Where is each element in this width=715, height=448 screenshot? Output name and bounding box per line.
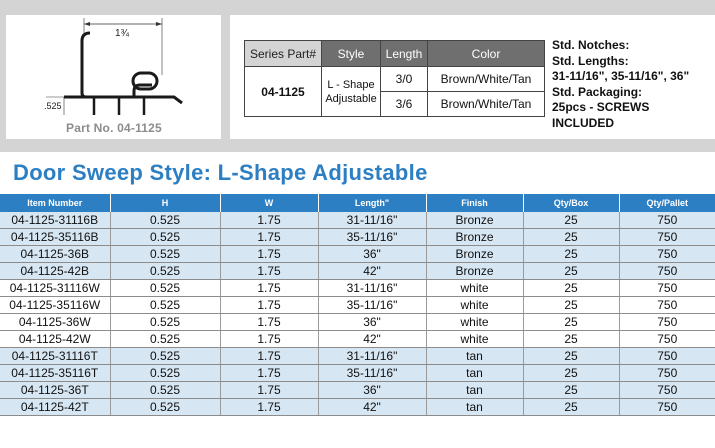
- width-dimension: 1¾: [115, 28, 129, 39]
- width-cell: 1.75: [220, 280, 318, 297]
- width-cell: 1.75: [220, 314, 318, 331]
- finish-cell: white: [426, 314, 523, 331]
- finish-cell: white: [426, 280, 523, 297]
- length-cell: 35-11/16": [318, 365, 426, 382]
- length-cell: 3/6: [381, 92, 428, 117]
- item-number-cell: 04-1125-31116T: [0, 348, 110, 365]
- table-row: [0, 246, 715, 263]
- table-row: [0, 229, 715, 246]
- item-number-cell: 04-1125-36T: [0, 382, 110, 399]
- series-row: [245, 67, 545, 92]
- item-number-cell: 04-1125-35116B: [0, 229, 110, 246]
- qty-per-box-header: Qty/Box: [523, 194, 619, 212]
- width-cell: 1.75: [220, 331, 318, 348]
- length-cell: 42": [318, 263, 426, 280]
- length-cell: 35-11/16": [318, 297, 426, 314]
- length-cell: 42": [318, 331, 426, 348]
- finish-cell: white: [426, 331, 523, 348]
- series-header-row: [245, 41, 545, 67]
- qty-per-box-cell: 25: [523, 399, 619, 416]
- item-number-cell: 04-1125-42T: [0, 399, 110, 416]
- width-cell: 1.75: [220, 365, 318, 382]
- qty-per-box-cell: 25: [523, 314, 619, 331]
- qty-per-pallet-header: Qty/Pallet: [619, 194, 715, 212]
- style-header: Style: [322, 41, 381, 67]
- item-number-cell: 04-1125-31116B: [0, 212, 110, 229]
- series-table: [244, 40, 545, 117]
- items-table: [0, 194, 715, 416]
- page-title: Door Sweep Style: L-Shape Adjustable: [13, 160, 428, 185]
- color-cell: Brown/White/Tan: [428, 92, 545, 117]
- length-cell: 36": [318, 246, 426, 263]
- table-row: [0, 348, 715, 365]
- finish-header: Finish: [426, 194, 523, 212]
- height-cell: 0.525: [110, 382, 220, 399]
- item-number-cell: 04-1125-35116T: [0, 365, 110, 382]
- std-lengths-value: 31-11/16", 35-11/16", 36": [552, 69, 690, 83]
- length-cell: 36": [318, 382, 426, 399]
- style-line-2: Adjustable: [325, 92, 377, 105]
- table-row: [0, 263, 715, 280]
- height-header: H: [110, 194, 220, 212]
- standard-specs: [552, 38, 715, 131]
- table-row: [0, 297, 715, 314]
- style-line-1: L - Shape: [327, 78, 375, 91]
- series-part-header: Series Part#: [245, 41, 322, 67]
- height-cell: 0.525: [110, 399, 220, 416]
- finish-cell: tan: [426, 399, 523, 416]
- height-cell: 0.525: [110, 229, 220, 246]
- height-cell: 0.525: [110, 314, 220, 331]
- length-cell: 31-11/16": [318, 348, 426, 365]
- length-cell: 31-11/16": [318, 212, 426, 229]
- qty-per-pallet-cell: 750: [619, 348, 715, 365]
- width-cell: 1.75: [220, 399, 318, 416]
- std-packaging-value: 25pcs - SCREWS: [552, 100, 650, 114]
- table-row: [0, 399, 715, 416]
- height-cell: 0.525: [110, 331, 220, 348]
- item-number-cell: 04-1125-31116W: [0, 280, 110, 297]
- width-cell: 1.75: [220, 229, 318, 246]
- length-cell: 31-11/16": [318, 280, 426, 297]
- qty-per-pallet-cell: 750: [619, 382, 715, 399]
- item-number-cell: 04-1125-42B: [0, 263, 110, 280]
- qty-per-pallet-cell: 750: [619, 399, 715, 416]
- qty-per-box-cell: 25: [523, 331, 619, 348]
- qty-per-pallet-cell: 750: [619, 229, 715, 246]
- table-row: [0, 212, 715, 229]
- qty-per-box-cell: 25: [523, 348, 619, 365]
- item-number-header: Item Number: [0, 194, 110, 212]
- height-cell: 0.525: [110, 263, 220, 280]
- finish-cell: white: [426, 297, 523, 314]
- table-row: [0, 382, 715, 399]
- height-cell: 0.525: [110, 246, 220, 263]
- std-lengths-label: Std. Lengths:: [552, 53, 629, 68]
- qty-per-box-cell: 25: [523, 365, 619, 382]
- height-cell: 0.525: [110, 280, 220, 297]
- qty-per-box-cell: 25: [523, 297, 619, 314]
- item-number-cell: 04-1125-36B: [0, 246, 110, 263]
- qty-per-pallet-cell: 750: [619, 212, 715, 229]
- height-cell: 0.525: [110, 348, 220, 365]
- width-cell: 1.75: [220, 212, 318, 229]
- qty-per-pallet-cell: 750: [619, 331, 715, 348]
- finish-cell: Bronze: [426, 263, 523, 280]
- series-info-panel: [230, 15, 715, 139]
- qty-per-pallet-cell: 750: [619, 246, 715, 263]
- width-cell: 1.75: [220, 348, 318, 365]
- height-cell: 0.525: [110, 365, 220, 382]
- color-cell: Brown/White/Tan: [428, 67, 545, 92]
- length-cell: 35-11/16": [318, 229, 426, 246]
- height-cell: 0.525: [110, 212, 220, 229]
- table-row: [0, 314, 715, 331]
- item-number-cell: 04-1125-42W: [0, 331, 110, 348]
- item-number-cell: 04-1125-35116W: [0, 297, 110, 314]
- std-notches-label: Std. Notches:: [552, 38, 630, 52]
- width-header: W: [220, 194, 318, 212]
- qty-per-pallet-cell: 750: [619, 297, 715, 314]
- qty-per-box-cell: 25: [523, 246, 619, 263]
- length-cell: 36": [318, 314, 426, 331]
- item-number-cell: 04-1125-36W: [0, 314, 110, 331]
- part-number-label: Part No. 04-1125: [66, 121, 162, 135]
- length-cell: 42": [318, 399, 426, 416]
- height-cell: 0.525: [110, 297, 220, 314]
- finish-cell: tan: [426, 365, 523, 382]
- finish-cell: Bronze: [426, 229, 523, 246]
- qty-per-pallet-cell: 750: [619, 263, 715, 280]
- table-row: [0, 331, 715, 348]
- height-dimension: .525: [44, 101, 62, 111]
- finish-cell: tan: [426, 382, 523, 399]
- finish-cell: tan: [426, 348, 523, 365]
- qty-per-box-cell: 25: [523, 212, 619, 229]
- table-row: [0, 365, 715, 382]
- finish-cell: Bronze: [426, 212, 523, 229]
- width-cell: 1.75: [220, 263, 318, 280]
- finish-cell: Bronze: [426, 246, 523, 263]
- std-packaging-label: Std. Packaging:: [552, 84, 643, 99]
- qty-per-pallet-cell: 750: [619, 365, 715, 382]
- color-header: Color: [428, 41, 545, 67]
- qty-per-pallet-cell: 750: [619, 280, 715, 297]
- qty-per-box-cell: 25: [523, 229, 619, 246]
- qty-per-box-cell: 25: [523, 263, 619, 280]
- width-cell: 1.75: [220, 382, 318, 399]
- length-header: Length": [318, 194, 426, 212]
- table-row: [0, 280, 715, 297]
- width-cell: 1.75: [220, 246, 318, 263]
- qty-per-pallet-cell: 750: [619, 314, 715, 331]
- length-cell: 3/0: [381, 67, 428, 92]
- items-header-row: [0, 194, 715, 212]
- std-packaging-note: INCLUDED: [552, 115, 614, 130]
- qty-per-box-cell: 25: [523, 280, 619, 297]
- width-cell: 1.75: [220, 297, 318, 314]
- style-cell: [322, 67, 381, 117]
- qty-per-box-cell: 25: [523, 382, 619, 399]
- items-table-body: [0, 212, 715, 416]
- length-header: Length: [381, 41, 428, 67]
- profile-diagram-panel: [6, 15, 221, 139]
- series-part-cell: 04-1125: [245, 67, 322, 117]
